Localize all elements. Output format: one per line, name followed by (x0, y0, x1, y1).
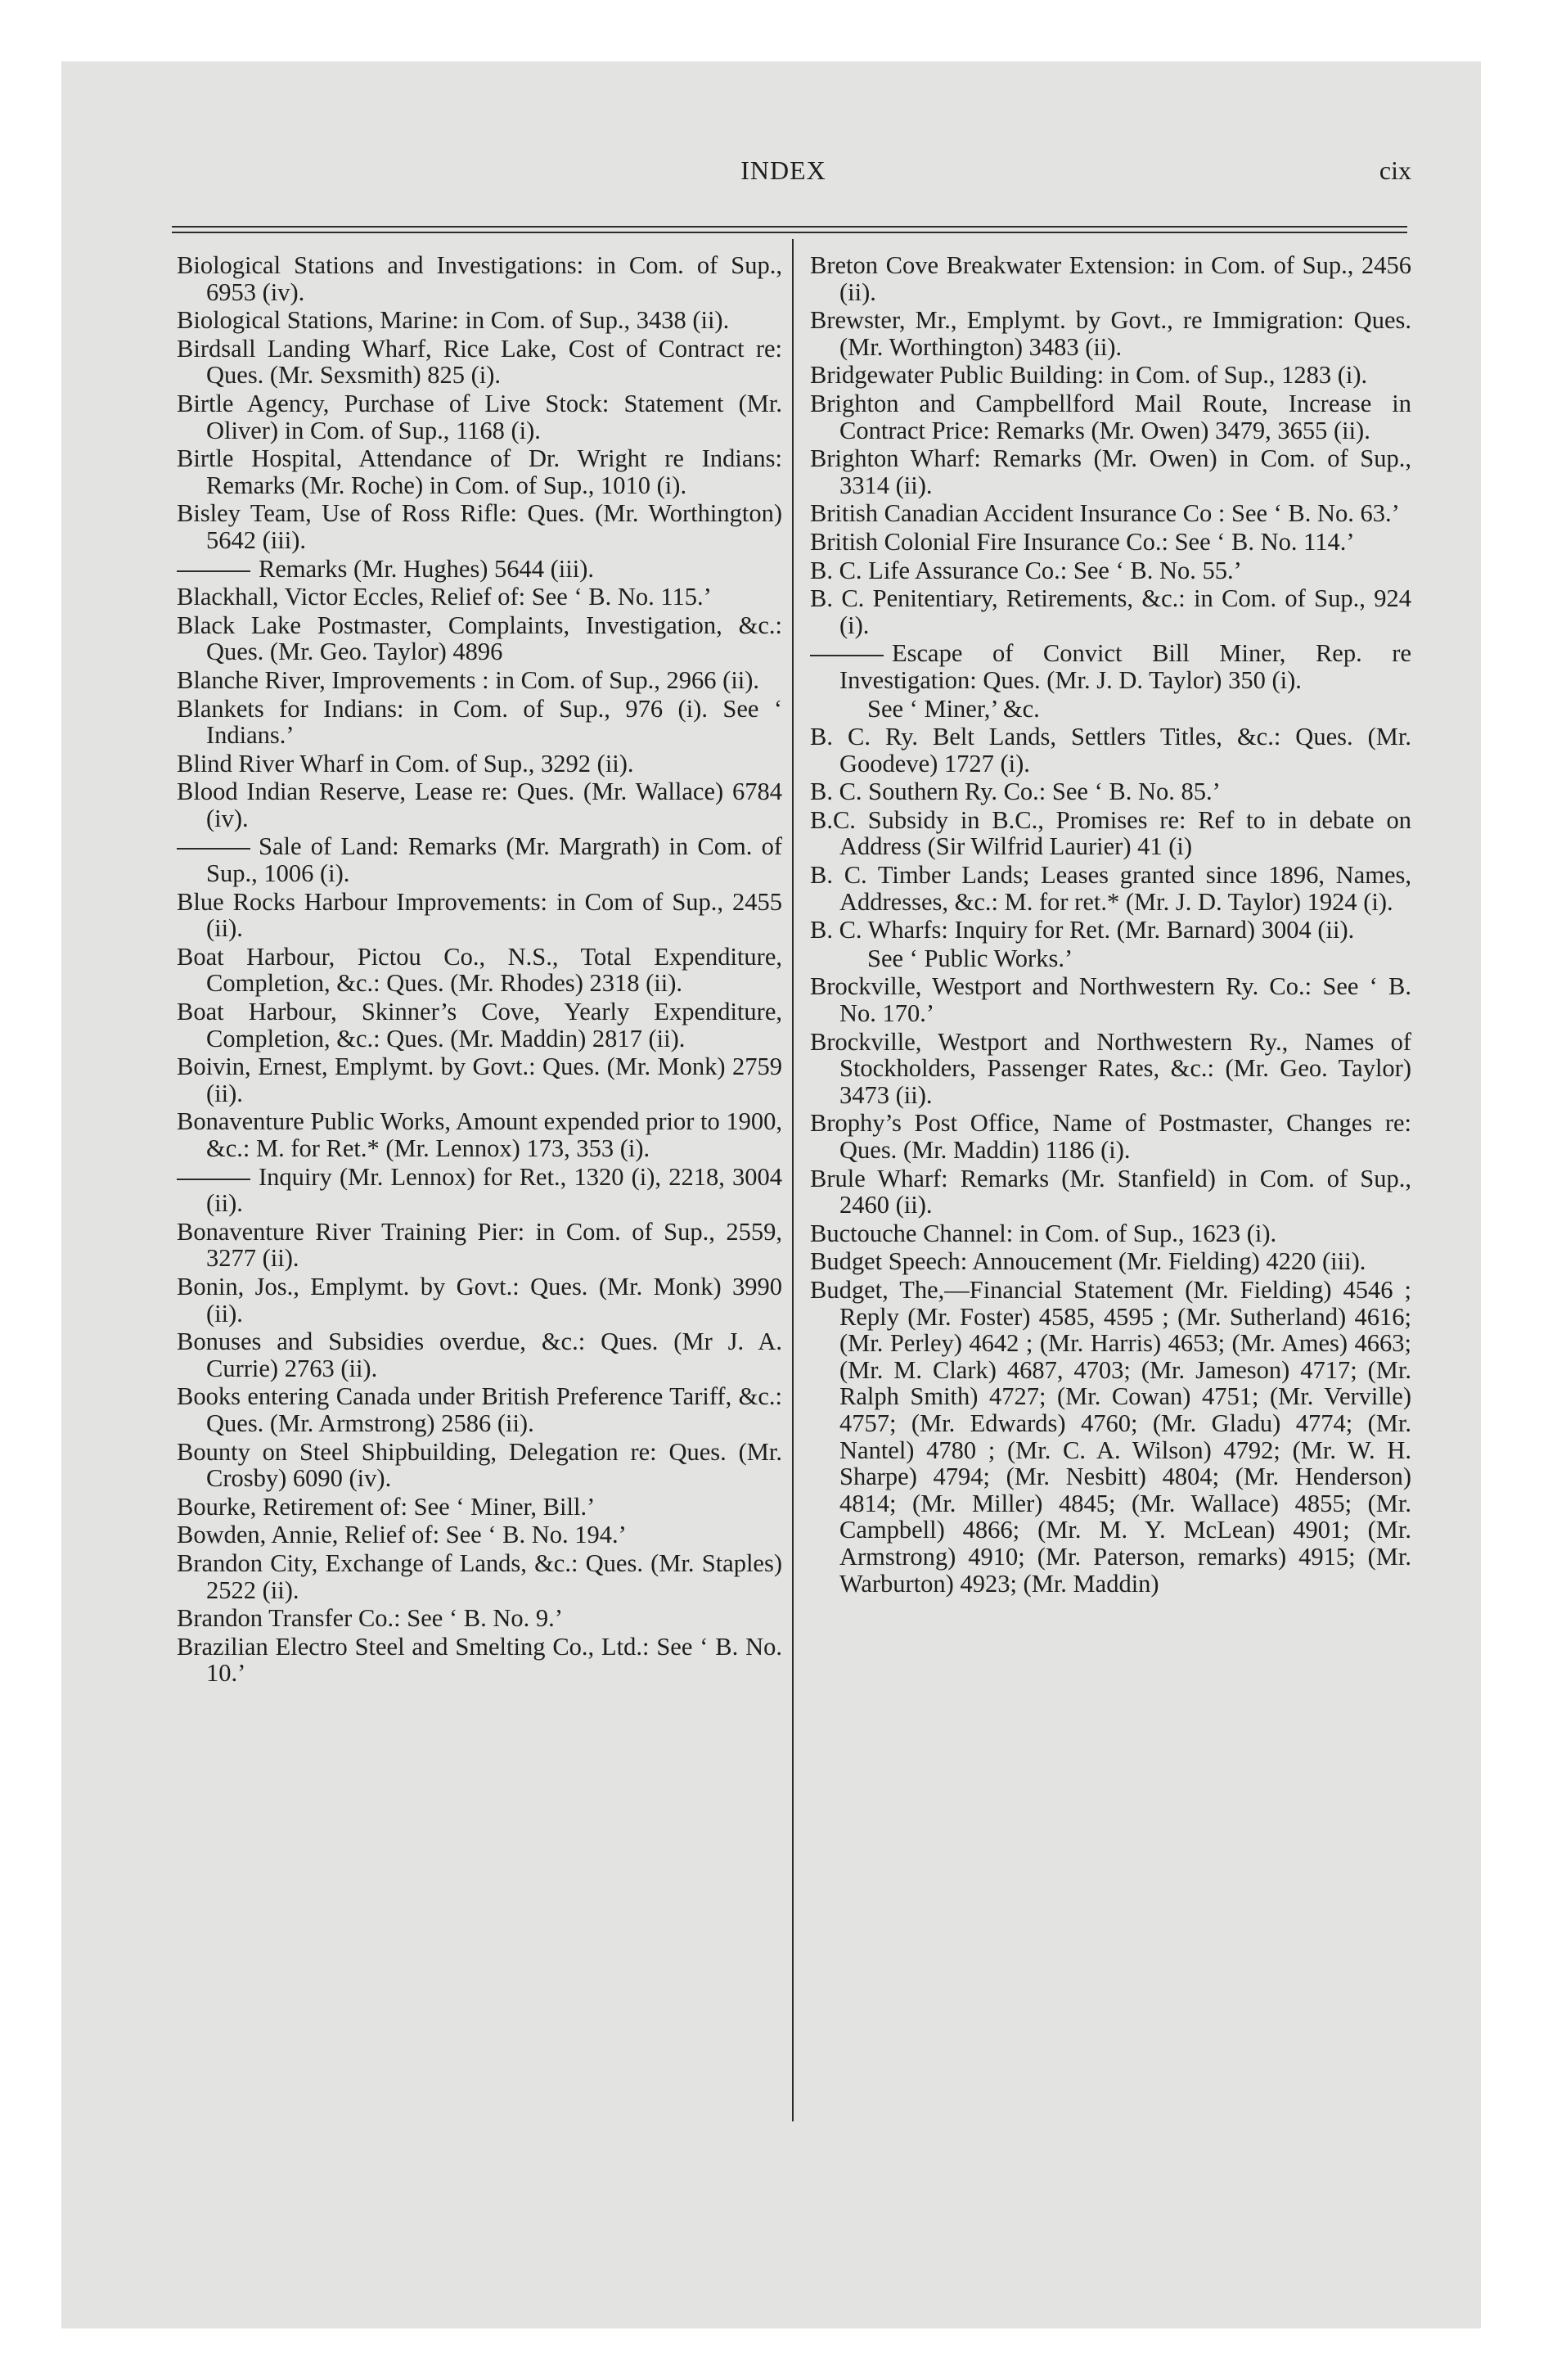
index-entry (810, 1277, 1411, 1597)
index-entry-text: Brandon City, Exchange of Lands, &c.: Ques. (Mr. Staples) 2522 (ii). (177, 1548, 782, 1604)
index-entry (177, 1273, 782, 1327)
index-column-right (810, 252, 1411, 1598)
index-entry-text: Buctouche Channel: in Com. of Sup., 1623 (i). (810, 1219, 1277, 1247)
index-entry (177, 252, 782, 305)
index-entry (177, 1328, 782, 1382)
index-entry-text: Budget Speech: Annoucement (Mr. Fielding) 4220 (iii). (810, 1247, 1366, 1276)
index-entry-text: Brockville, Westport and Northwestern Ry., Names of Stockholders, Passenger Rates, &c.: (Mr. Geo. Taylor) 3473 (ii). (810, 1027, 1411, 1109)
index-entry (177, 998, 782, 1052)
index-entry-text: B. C. Timber Lands; Leases granted since 1896, Names, Addresses, &c.: M. for ret.* (Mr. J. D. Taylor) 1924 (i). (810, 861, 1411, 916)
index-entry-text: Remarks (Mr. Hughes) 5644 (iii). (259, 554, 594, 583)
index-entry (810, 252, 1411, 305)
header-rule-top (172, 226, 1407, 228)
index-entry (177, 584, 782, 611)
index-entry-text: B. C. Southern Ry. Co.: See ‘ B. No. 85.’ (810, 778, 1221, 806)
index-entry-text: See ‘ Miner,’ &c. (867, 694, 1040, 723)
ditto-dash (177, 1179, 250, 1180)
index-entry-text: Bridgewater Public Building: in Com. of Sup., 1283 (i). (810, 361, 1368, 390)
index-entry-text: Biological Stations and Investigations: in Com. of Sup., 6953 (iv). (177, 251, 782, 306)
index-entry-text: Inquiry (Mr. Lennox) for Ret., 1320 (i), 2218, 3004 (ii). (206, 1162, 782, 1218)
index-entry-text: B. C. Penitentiary, Retirements, &c.: in Com. of Sup., 924 (i). (810, 584, 1411, 639)
index-entry (810, 307, 1411, 360)
index-entry-text: Brule Wharf: Remarks (Mr. Stanfield) in Com. of Sup., 2460 (ii). (810, 1164, 1411, 1219)
index-entry (177, 1494, 782, 1521)
index-entry (810, 557, 1411, 584)
index-entry (177, 1164, 782, 1217)
index-entry (177, 336, 782, 389)
index-entry (177, 1383, 782, 1436)
index-entry-text: Bounty on Steel Shipbuilding, Delegation re: Ques. (Mr. Crosby) 6090 (iv). (177, 1437, 782, 1493)
index-entry (810, 973, 1411, 1026)
index-entry (177, 778, 782, 832)
running-head (155, 156, 1411, 192)
index-entry-text: B.C. Subsidy in B.C., Promises re: Ref to in debate on Address (Sir Wilfrid Laurier) 41 (i) (810, 805, 1411, 861)
index-entry-text: Birdsall Landing Wharf, Rice Lake, Cost of Contract re: Ques. (Mr. Sexsmith) 825 (i). (177, 334, 782, 390)
index-entry (810, 500, 1411, 527)
index-entry-text: Brewster, Mr., Emplymt. by Govt., re Immigration: Ques. (Mr. Worthington) 3483 (ii). (810, 306, 1411, 361)
index-entry-text: Sale of Land: Remarks (Mr. Margrath) in Com. of Sup., 1006 (i). (206, 832, 782, 888)
index-entry (810, 696, 1411, 723)
index-entry-text: Bonaventure River Training Pier: in Com. of Sup., 2559, 3277 (ii). (177, 1217, 782, 1273)
index-entry (810, 445, 1411, 498)
index-entry (177, 944, 782, 997)
index-entry (810, 1110, 1411, 1163)
index-entry-text: Blue Rocks Harbour Improvements: in Com of Sup., 2455 (ii). (177, 887, 782, 943)
index-entry (177, 500, 782, 553)
index-entry (810, 807, 1411, 860)
index-entry (177, 1605, 782, 1632)
index-entry (810, 778, 1411, 805)
index-entry (810, 640, 1411, 693)
index-entry-text: Boivin, Ernest, Emplymt. by Govt.: Ques. (Mr. Monk) 2759 (ii). (177, 1053, 782, 1107)
index-entry-text: Blankets for Indians: in Com. of Sup., 976 (i). See ‘ Indians.’ (177, 694, 782, 750)
index-entry-text: Bourke, Retirement of: See ‘ Miner, Bill.’ (177, 1492, 596, 1521)
index-entry (177, 556, 782, 583)
index-entry (177, 1521, 782, 1548)
index-entry (810, 1165, 1411, 1219)
index-entry-text: Boat Harbour, Pictou Co., N.S., Total Expenditure, Completion, &c.: Ques. (Mr. Rhodes) 2318 (ii). (177, 942, 782, 998)
index-entry (177, 612, 782, 665)
index-entry-text: Brophy’s Post Office, Name of Postmaster, Changes re: Ques. (Mr. Maddin) 1186 (i). (810, 1109, 1411, 1164)
index-entry-text: Black Lake Postmaster, Complaints, Investigation, &c.: Ques. (Mr. Geo. Taylor) 4896 (177, 611, 782, 666)
index-entry-text: Bonin, Jos., Emplymt. by Govt.: Ques. (Mr. Monk) 3990 (ii). (177, 1272, 782, 1327)
index-entry-text: Bowden, Annie, Relief of: See ‘ B. No. 194.’ (177, 1521, 627, 1549)
index-entry-text: British Colonial Fire Insurance Co.: See ‘ B. No. 114.’ (810, 527, 1355, 556)
ditto-dash (810, 655, 884, 656)
index-entry-text: Brazilian Electro Steel and Smelting Co., Ltd.: See ‘ B. No. 10.’ (177, 1632, 782, 1688)
index-entry (177, 390, 782, 444)
index-entry (810, 1248, 1411, 1275)
index-entry-text: Brandon Transfer Co.: See ‘ B. No. 9.’ (177, 1604, 563, 1633)
index-entry (810, 945, 1411, 972)
index-entry-text: Brockville, Westport and Northwestern Ry. Co.: See ‘ B. No. 170.’ (810, 972, 1411, 1028)
index-entry (177, 696, 782, 749)
index-entry-text: Breton Cove Breakwater Extension: in Com. of Sup., 2456 (ii). (810, 251, 1411, 306)
index-entry-text: Brighton and Campbellford Mail Route, Increase in Contract Price: Remarks (Mr. Owen) 3479, 3655 (ii). (810, 389, 1411, 444)
index-entry-text: B. C. Life Assurance Co.: See ‘ B. No. 55.’ (810, 556, 1242, 584)
index-entry (810, 529, 1411, 556)
index-entry-text: Boat Harbour, Skinner’s Cove, Yearly Expenditure, Completion, &c.: Ques. (Mr. Maddin) 2817 (ii). (177, 998, 782, 1053)
index-entry-text: Blood Indian Reserve, Lease re: Ques. (Mr. Wallace) 6784 (iv). (177, 778, 782, 832)
index-entry-text: Budget, The,—Financial Statement (Mr. Fielding) 4546 ; Reply (Mr. Foster) 4585, 4595 ; (Mr. Sutherland) 4616; (Mr. Perley) 4642 ; (Mr. Harris) 4653; (Mr. Ames) 4663; (Mr. M. Clark) 4687, 4703; (Mr. Jameson) 4717; (Mr. Ralph Smith) 4727; (Mr. Cowan) 4751; (Mr. Verville) 4757; (Mr. Edwards) 4760; (Mr. Gladu) 4774; (Mr. Nantel) 4780 ; (Mr. C. A. Wilson) 4792; (Mr. W. H. Sharpe) 4794; (Mr. Nesbitt) 4804; (Mr. Henderson) 4814; (Mr. Miller) 4845; (Mr. Wallace) 4855; (Mr. Campbell) 4866; (Mr. M. Y. McLean) 4901; (Mr. Armstrong) 4910; (Mr. Paterson, remarks) 4915; (Mr. Warburton) 4923; (Mr. Maddin) (810, 1275, 1411, 1598)
index-entry (177, 889, 782, 942)
ditto-dash (177, 570, 250, 572)
index-entry (177, 833, 782, 886)
index-entry-text: British Canadian Accident Insurance Co : See ‘ B. No. 63.’ (810, 499, 1400, 528)
index-entry-text: Escape of Convict Bill Miner, Rep. re Investigation: Ques. (Mr. J. D. Taylor) 350 (i). (839, 639, 1411, 694)
index-entry (810, 917, 1411, 944)
index-entry (810, 1220, 1411, 1247)
header-rule-bottom (172, 232, 1407, 233)
index-entry (810, 362, 1411, 389)
index-entry-text: Birtle Agency, Purchase of Live Stock: Statement (Mr. Oliver) in Com. of Sup., 1168 (i). (177, 389, 782, 444)
index-entry (177, 307, 782, 334)
index-entry-text: Bisley Team, Use of Ross Rifle: Ques. (Mr. Worthington) 5642 (iii). (177, 499, 782, 554)
index-entry (810, 862, 1411, 915)
index-entry-text: Bonuses and Subsidies overdue, &c.: Ques. (Mr J. A. Currie) 2763 (ii). (177, 1327, 782, 1382)
index-entry-text: Biological Stations, Marine: in Com. of Sup., 3438 (ii). (177, 306, 730, 335)
page-title: INDEX (740, 156, 826, 185)
page-number: cix (1379, 156, 1411, 185)
index-entry (810, 1029, 1411, 1109)
index-entry-text: B. C. Wharfs: Inquiry for Ret. (Mr. Barnard) 3004 (ii). (810, 916, 1355, 944)
column-divider (792, 239, 794, 2121)
index-entry-text: Bonaventure Public Works, Amount expended prior to 1900, &c.: M. for Ret.* (Mr. Lennox) 173, 353 (i). (177, 1107, 782, 1162)
index-entry-text: See ‘ Public Works.’ (867, 944, 1073, 972)
index-entry-text: Birtle Hospital, Attendance of Dr. Wright re Indians: Remarks (Mr. Roche) in Com. of Sup., 1010 (i). (177, 444, 782, 499)
index-entry-text: Brighton Wharf: Remarks (Mr. Owen) in Com. of Sup., 3314 (ii). (810, 444, 1411, 499)
index-column-left (177, 252, 782, 1688)
index-entry (810, 390, 1411, 444)
index-entry (177, 751, 782, 778)
index-entry (810, 723, 1411, 777)
index-entry (177, 1108, 782, 1161)
index-entry (177, 1550, 782, 1603)
ditto-dash (177, 848, 250, 850)
index-entry (177, 1634, 782, 1687)
index-entry (177, 445, 782, 498)
index-entry (810, 585, 1411, 638)
index-entry (177, 667, 782, 694)
index-entry-text: Blackhall, Victor Eccles, Relief of: See ‘ B. No. 115.’ (177, 583, 712, 611)
index-entry-text: Blanche River, Improvements : in Com. of Sup., 2966 (ii). (177, 665, 760, 694)
index-entry (177, 1219, 782, 1272)
index-entry (177, 1053, 782, 1107)
index-entry-text: B. C. Ry. Belt Lands, Settlers Titles, &c.: Ques. (Mr. Goodeve) 1727 (i). (810, 723, 1411, 778)
index-entry-text: Books entering Canada under British Preference Tariff, &c.: Ques. (Mr. Armstrong) 2586 (ii). (177, 1382, 782, 1437)
index-entry-text: Blind River Wharf in Com. of Sup., 3292 (ii). (177, 749, 634, 778)
index-entry (177, 1439, 782, 1492)
